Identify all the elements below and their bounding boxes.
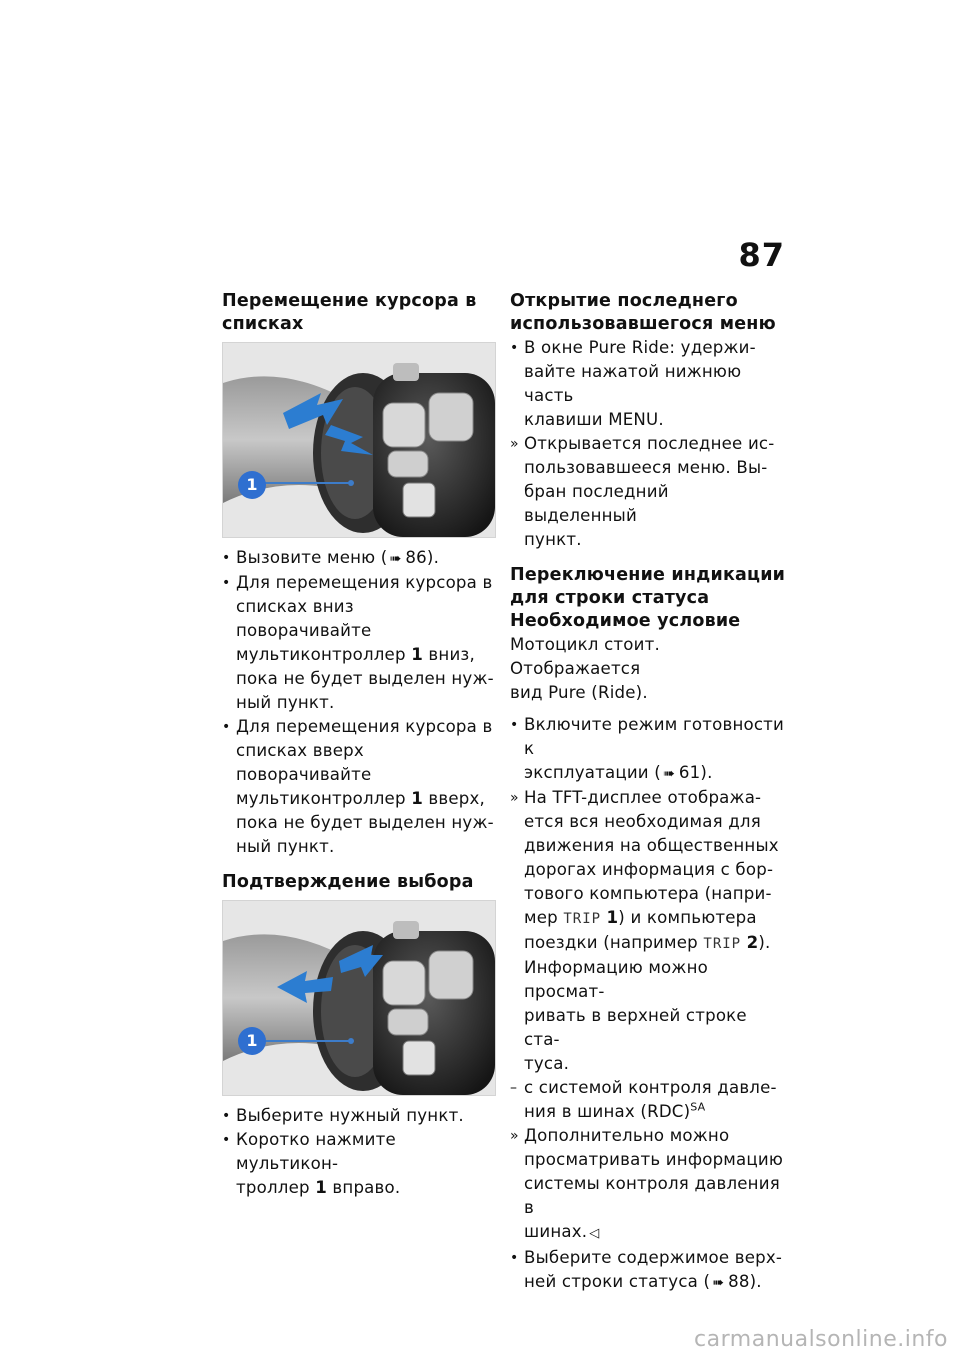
list-item: • Вызовите меню ( ➠ 86). <box>222 546 494 571</box>
callout-badge: 1 <box>238 471 266 499</box>
right-column <box>510 290 786 1295</box>
list-item: • Коротко нажмите мультикон- троллер 1 вправо. <box>222 1130 401 1197</box>
result-item: » Дополнительно можно просматривать информацию системы контроля давления в шинах. ◁ <box>510 1126 784 1241</box>
result-item: » На TFT-дисплее отобража- ется вся необходимая для движения на общественных дорогах информация с бор- тового компьютера (напри- мер TRIP 1) и компьютера поездки (например TRIP 2). Информацию можно просмат- ривать в верхней строке ста- туса. <box>510 788 779 1073</box>
condition-item: – с системой контроля давле- ния в шинах (RDC)$^{SA}$ <box>510 1078 777 1121</box>
left-column <box>222 290 494 1200</box>
list-item: • В окне Pure Ride: удержи- вайте нажатой нижнюю часть клавиши MENU. <box>510 338 756 429</box>
section-title-status-line: Переключение индикации для строки статуса <box>510 565 786 608</box>
callout-badge: 1 <box>238 1027 266 1055</box>
precondition-text: Мотоцикл стоит. Отображается вид Pure (Ride). <box>510 635 660 702</box>
section-title-last-menu: Открытие последнего использовавшегося меню <box>510 291 776 334</box>
list-item: • Включите режим готовности к эксплуатации ( ➠ 61). <box>510 713 786 786</box>
subtitle-precondition: Необходимое условие <box>510 611 741 631</box>
cross-reference-arrow-icon: ➠ <box>662 766 675 782</box>
figure-multicontroller-press <box>222 900 496 1096</box>
list-item: • Выберите нужный пункт. <box>222 1106 464 1125</box>
figure-multicontroller-rotate <box>222 342 496 538</box>
watermark: carmanualsonline.info <box>694 1327 948 1352</box>
sa-superscript: SA <box>690 1100 706 1114</box>
section-title-confirm: Подтверждение выбора <box>222 872 474 892</box>
list-item: • Выберите содержимое верх- ней строки статуса ( ➠ 88). <box>510 1246 786 1295</box>
result-item: » Открывается последнее ис- пользовавшееся меню. Вы- бран последний выделенный пункт. <box>510 434 775 549</box>
list-item: • Для перемещения курсора в списках вверх поворачивайте мультиконтроллер 1 вверх, пока не будет выделен нуж- ный пункт. <box>222 717 494 856</box>
section-title-cursor: Перемещение курсора в списках <box>222 291 477 334</box>
list-item: • Для перемещения курсора в списках вниз поворачивайте мультиконтроллер 1 вниз, пока не будет выделен нуж- ный пункт. <box>222 573 494 712</box>
page-number: 87 <box>738 236 785 274</box>
cross-reference-arrow-icon: ➠ <box>712 1275 725 1291</box>
cross-reference-arrow-icon: ➠ <box>389 551 402 567</box>
end-triangle-icon: ◁ <box>589 1226 600 1241</box>
